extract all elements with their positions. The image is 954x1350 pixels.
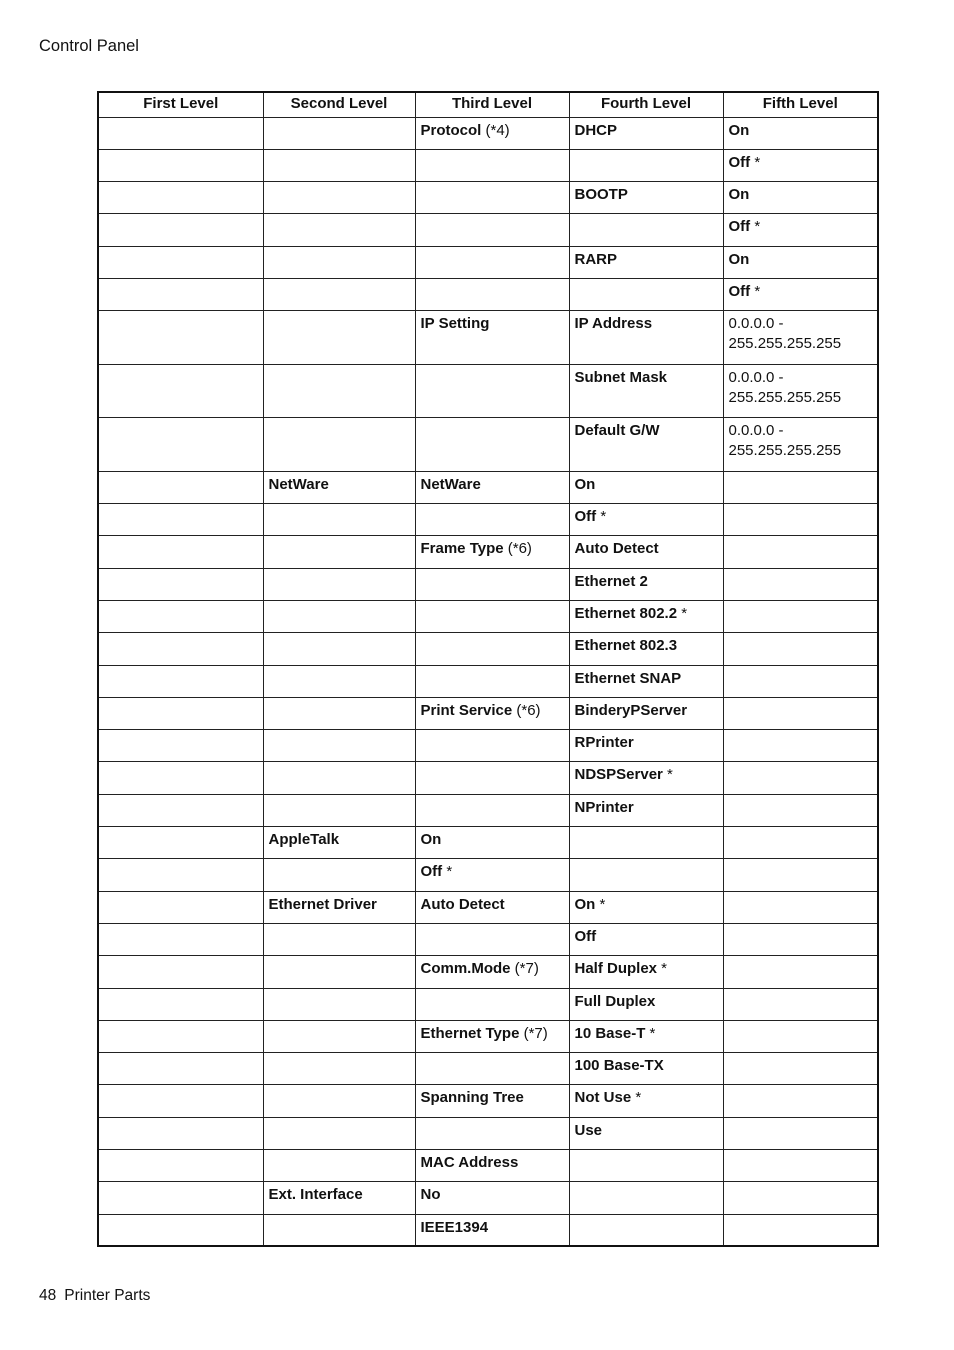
table-cell <box>263 418 415 472</box>
table-cell <box>263 364 415 418</box>
table-cell <box>263 665 415 697</box>
table-cell: 0.0.0.0 - 255.255.255.255 <box>723 364 878 418</box>
table-row <box>98 364 878 418</box>
table-cell <box>263 214 415 246</box>
table-cell <box>263 859 415 891</box>
table-cell <box>723 891 878 923</box>
table-cell <box>723 536 878 568</box>
table-row <box>98 1214 878 1246</box>
table-cell: 0.0.0.0 - 255.255.255.255 <box>723 311 878 365</box>
table-row <box>98 891 878 923</box>
table-row <box>98 1117 878 1149</box>
menu-table <box>97 91 879 1247</box>
table-cell: On <box>723 182 878 214</box>
table-row <box>98 536 878 568</box>
table-cell <box>415 923 569 955</box>
table-cell <box>723 600 878 632</box>
table-row <box>98 568 878 600</box>
table-row <box>98 246 878 278</box>
table-cell <box>415 568 569 600</box>
table-cell: DHCP <box>569 117 723 149</box>
table-cell <box>415 1117 569 1149</box>
table-cell: Ethernet Type (*7) <box>415 1020 569 1052</box>
table-cell <box>98 246 263 278</box>
table-cell <box>98 1214 263 1246</box>
table-cell <box>569 859 723 891</box>
table-row <box>98 149 878 181</box>
table-cell <box>415 149 569 181</box>
table-cell <box>415 504 569 536</box>
table-cell <box>98 1053 263 1085</box>
table-cell <box>723 827 878 859</box>
table-cell <box>263 504 415 536</box>
table-cell: BinderyPServer <box>569 697 723 729</box>
table-cell <box>723 471 878 503</box>
table-cell <box>723 633 878 665</box>
table-cell: Off * <box>723 214 878 246</box>
table-cell <box>98 504 263 536</box>
table-cell <box>98 311 263 365</box>
table-cell: Ext. Interface <box>263 1182 415 1214</box>
table-cell <box>723 504 878 536</box>
table-cell: Ethernet 802.3 <box>569 633 723 665</box>
table-row <box>98 1085 878 1117</box>
table-cell: Comm.Mode (*7) <box>415 956 569 988</box>
table-row <box>98 1150 878 1182</box>
table-cell <box>263 697 415 729</box>
table-cell: Off * <box>569 504 723 536</box>
table-cell: Use <box>569 1117 723 1149</box>
table-cell: On <box>569 471 723 503</box>
table-cell <box>263 246 415 278</box>
table-cell <box>723 1150 878 1182</box>
table-cell <box>569 278 723 310</box>
table-row <box>98 311 878 365</box>
table-cell <box>98 762 263 794</box>
table-cell <box>263 149 415 181</box>
table-cell <box>723 730 878 762</box>
table-row <box>98 988 878 1020</box>
table-cell: Subnet Mask <box>569 364 723 418</box>
table-cell <box>415 762 569 794</box>
table-cell <box>723 1117 878 1149</box>
table-cell: On * <box>569 891 723 923</box>
table-cell <box>723 956 878 988</box>
table-cell <box>98 568 263 600</box>
table-row <box>98 827 878 859</box>
table-cell: Print Service (*6) <box>415 697 569 729</box>
table-body <box>98 117 878 1246</box>
table-cell: NDSPServer * <box>569 762 723 794</box>
table-cell <box>98 471 263 503</box>
table-cell <box>723 697 878 729</box>
table-cell: On <box>723 117 878 149</box>
table-cell <box>723 1182 878 1214</box>
table-cell: Off * <box>415 859 569 891</box>
table-row <box>98 633 878 665</box>
table-cell: Ethernet 802.2 * <box>569 600 723 632</box>
table-cell <box>415 214 569 246</box>
table-row <box>98 762 878 794</box>
table-cell: Default G/W <box>569 418 723 472</box>
table-cell <box>263 1150 415 1182</box>
table-cell <box>98 891 263 923</box>
table-row <box>98 504 878 536</box>
table-cell: AppleTalk <box>263 827 415 859</box>
table-cell <box>263 117 415 149</box>
table-cell <box>569 1150 723 1182</box>
table-cell <box>263 988 415 1020</box>
table-cell <box>98 956 263 988</box>
col-header-first-level: First Level <box>98 92 263 117</box>
table-cell <box>723 762 878 794</box>
table-cell <box>98 633 263 665</box>
table-cell <box>263 182 415 214</box>
table-cell: 10 Base-T * <box>569 1020 723 1052</box>
table-cell <box>98 1085 263 1117</box>
col-header-fifth-level: Fifth Level <box>723 92 878 117</box>
table-cell <box>263 762 415 794</box>
table-cell <box>98 859 263 891</box>
table-cell: Half Duplex * <box>569 956 723 988</box>
table-cell <box>415 364 569 418</box>
table-cell <box>723 1214 878 1246</box>
table-cell <box>98 364 263 418</box>
table-cell <box>723 1085 878 1117</box>
table-row <box>98 665 878 697</box>
col-header-fourth-level: Fourth Level <box>569 92 723 117</box>
table-cell <box>263 730 415 762</box>
table-row <box>98 730 878 762</box>
table-cell: RARP <box>569 246 723 278</box>
table-cell <box>263 1085 415 1117</box>
table-cell: IEEE1394 <box>415 1214 569 1246</box>
table-cell <box>415 278 569 310</box>
page-number: 48 <box>39 1287 57 1304</box>
table-cell: No <box>415 1182 569 1214</box>
table-row <box>98 697 878 729</box>
table-cell: Off * <box>723 278 878 310</box>
table-cell <box>415 665 569 697</box>
table-cell <box>98 730 263 762</box>
table-cell <box>263 536 415 568</box>
table-cell <box>723 568 878 600</box>
table-cell: 100 Base-TX <box>569 1053 723 1085</box>
table-cell <box>98 923 263 955</box>
table-cell: BOOTP <box>569 182 723 214</box>
table-row <box>98 1053 878 1085</box>
table-cell <box>263 1117 415 1149</box>
table-cell <box>569 827 723 859</box>
table-cell <box>415 418 569 472</box>
table-header-row <box>98 92 878 117</box>
table-row <box>98 418 878 472</box>
table-cell <box>263 600 415 632</box>
table-cell: Full Duplex <box>569 988 723 1020</box>
page-header: Control Panel <box>39 37 139 55</box>
table-cell <box>263 1020 415 1052</box>
table-cell <box>98 214 263 246</box>
table-cell: IP Address <box>569 311 723 365</box>
table-cell <box>723 859 878 891</box>
table-cell: Frame Type (*6) <box>415 536 569 568</box>
table-cell <box>415 730 569 762</box>
table-cell <box>263 1053 415 1085</box>
table-cell: On <box>415 827 569 859</box>
table-row <box>98 600 878 632</box>
table-row <box>98 117 878 149</box>
table-cell: Auto Detect <box>415 891 569 923</box>
table-cell <box>98 182 263 214</box>
table-cell <box>415 246 569 278</box>
table-row <box>98 278 878 310</box>
table-cell <box>98 827 263 859</box>
table-cell <box>98 665 263 697</box>
table-cell: Off * <box>723 149 878 181</box>
table-row <box>98 214 878 246</box>
col-header-second-level: Second Level <box>263 92 415 117</box>
table-cell <box>723 1053 878 1085</box>
table-cell <box>263 956 415 988</box>
table-cell <box>98 600 263 632</box>
table-cell: MAC Address <box>415 1150 569 1182</box>
table-cell <box>415 633 569 665</box>
table-cell <box>98 988 263 1020</box>
table-cell: Off <box>569 923 723 955</box>
table-cell: NetWare <box>263 471 415 503</box>
table-cell <box>263 1214 415 1246</box>
table-cell <box>263 278 415 310</box>
table-cell <box>415 794 569 826</box>
table-cell <box>263 568 415 600</box>
table-cell: 0.0.0.0 - 255.255.255.255 <box>723 418 878 472</box>
table-row <box>98 1182 878 1214</box>
table-cell <box>98 1150 263 1182</box>
table-cell <box>723 1020 878 1052</box>
table-cell <box>723 665 878 697</box>
table-cell <box>98 697 263 729</box>
table-cell: Auto Detect <box>569 536 723 568</box>
table-cell: Ethernet Driver <box>263 891 415 923</box>
table-cell <box>98 149 263 181</box>
table-cell <box>569 1182 723 1214</box>
table-cell: Protocol (*4) <box>415 117 569 149</box>
table-row <box>98 923 878 955</box>
table-cell: Ethernet SNAP <box>569 665 723 697</box>
table-cell: On <box>723 246 878 278</box>
table-cell <box>98 117 263 149</box>
table-cell <box>98 794 263 826</box>
table-cell <box>98 536 263 568</box>
table-cell <box>415 1053 569 1085</box>
table-row <box>98 1020 878 1052</box>
table-cell: IP Setting <box>415 311 569 365</box>
table-cell: NetWare <box>415 471 569 503</box>
table-cell <box>98 1117 263 1149</box>
table-cell <box>98 1182 263 1214</box>
table-cell: NPrinter <box>569 794 723 826</box>
table-cell <box>569 1214 723 1246</box>
page-footer <box>39 1287 150 1305</box>
table-cell <box>263 311 415 365</box>
table-cell <box>415 182 569 214</box>
table-row <box>98 956 878 988</box>
table-cell <box>263 794 415 826</box>
table-cell <box>415 988 569 1020</box>
table-cell <box>723 988 878 1020</box>
table-cell <box>415 600 569 632</box>
table-cell <box>98 278 263 310</box>
table-cell <box>723 794 878 826</box>
table-cell: Not Use * <box>569 1085 723 1117</box>
table-row <box>98 471 878 503</box>
footer-title: Printer Parts <box>64 1287 151 1304</box>
table-row <box>98 794 878 826</box>
table-cell <box>98 418 263 472</box>
table-cell <box>98 1020 263 1052</box>
table-row <box>98 859 878 891</box>
col-header-third-level: Third Level <box>415 92 569 117</box>
table-row <box>98 182 878 214</box>
table-cell <box>569 214 723 246</box>
table-cell <box>723 923 878 955</box>
table-cell: RPrinter <box>569 730 723 762</box>
table-cell <box>263 923 415 955</box>
table-cell: Ethernet 2 <box>569 568 723 600</box>
table-cell <box>569 149 723 181</box>
table-cell <box>263 633 415 665</box>
table-cell: Spanning Tree <box>415 1085 569 1117</box>
